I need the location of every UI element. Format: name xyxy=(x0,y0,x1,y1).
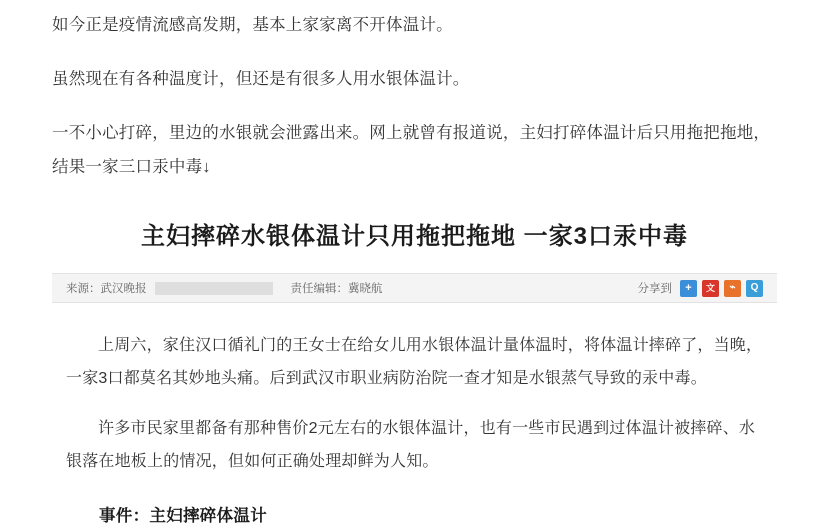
intro-paragraph-2: 虽然现在有各种温度计，但还是有很多人用水银体温计。 xyxy=(52,70,470,88)
article-source: 来源：武汉晚报 xyxy=(66,283,147,295)
intro-section xyxy=(0,0,829,184)
redacted-block xyxy=(155,282,273,295)
rss-icon[interactable]: ⌁ xyxy=(724,280,741,297)
weibo-icon[interactable]: 文 xyxy=(702,280,719,297)
article-body xyxy=(52,303,777,478)
article-meta-bar xyxy=(52,273,777,303)
article-editor: 责任编辑：冀晓航 xyxy=(290,283,383,295)
article-paragraph-2: 许多市民家里都备有那种售价2元左右的水银体温计，也有一些市民遇到过体温计被摔碎、水银落在地板上的情况，但如何正确处理却鲜为人知。 xyxy=(66,420,756,470)
share-label: 分享到 xyxy=(637,283,672,295)
intro-paragraph-3: 一不小心打碎，里边的水银就会泄露出来。网上就曾有报道说，主妇打碎体温计后只用拖把拖地，结果一家三口汞中毒↓ xyxy=(52,124,771,176)
share-icon-group xyxy=(680,280,763,297)
article-container xyxy=(52,184,777,526)
article-headline: 主妇摔碎水银体温计只用拖把拖地 一家3口汞中毒 xyxy=(140,223,688,250)
intro-paragraph-1: 如今正是疫情流感高发期，基本上家家离不开体温计。 xyxy=(52,16,453,34)
article-paragraph-1: 上周六，家住汉口循礼门的王女士在给女儿用水银体温计量体温时，将体温计摔碎了，当晚，一家3口都莫名其妙地头痛。后到武汉市职业病防治院一查才知是水银蒸气导致的汞中毒。 xyxy=(66,337,763,387)
plus-icon[interactable]: + xyxy=(680,280,697,297)
qzone-icon[interactable]: Q xyxy=(746,280,763,297)
article-subheading: 事件：主妇摔碎体温计 xyxy=(99,507,267,525)
